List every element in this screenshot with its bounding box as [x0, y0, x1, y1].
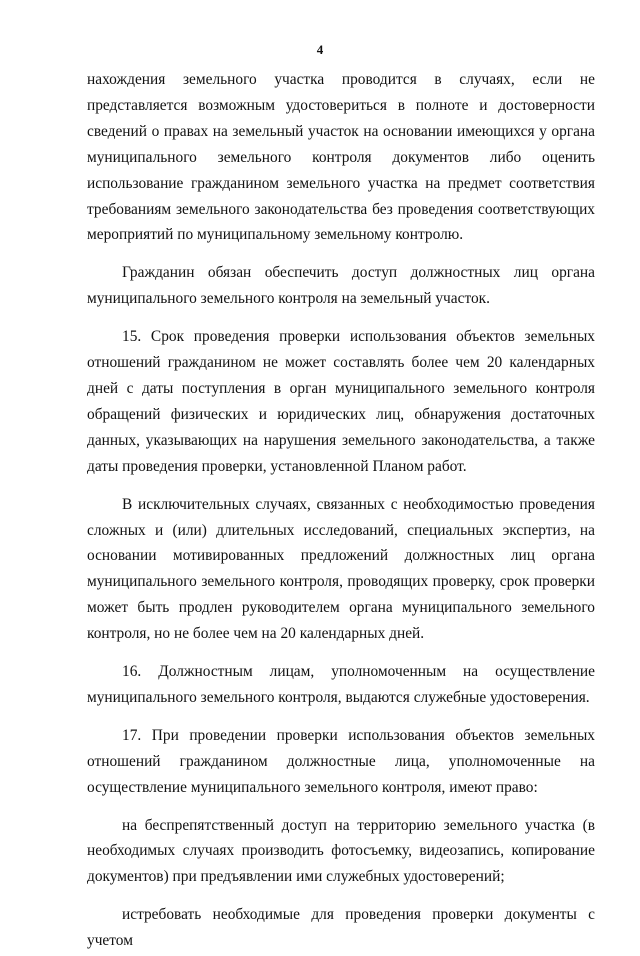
paragraph-16-certificates: 16. Должностным лицам, уполномоченным на осуществление муниципального земельного контроля, выдаются служебные удостоверения. [87, 663, 595, 706]
paragraph-right-request-documents: истребовать необходимые для проведения проверки документы с учетом [87, 906, 595, 950]
paragraph-continuation: нахождения земельного участка проводится в случаях, если не представляется возможным удостовериться в полноте и достоверности сведений о правах на земельный участок на основании имеющихся у органа муниципального земельного контроля документов либо оценить использование гражданином земельного участка на предмет соответствия требованиям земельного законодательства без проведения соответствующих мероприятий по муниципальному земельному контролю. [87, 71, 595, 244]
paragraph-15-inspection-term: 15. Срок проведения проверки использования объектов земельных отношений гражданином не может составлять более чем 20 календарных дней с даты поступления в орган муниципального земельного контроля обращений физических и юридических лиц, обнаружения достаточных данных, указывающих на нарушения земельного законодательства, а также даты проведения проверки, установленной Планом работ. [87, 328, 595, 475]
document-body [87, 67, 595, 956]
page-number: 4 [316, 42, 324, 57]
paragraph-term-extension: В исключительных случаях, связанных с необходимостью проведения сложных и (или) длительных исследований, специальных экспертиз, на основании мотивированных предложений должностных лиц органа муниципального земельного контроля, проводящих проверку, срок проверки может быть продлен руководителем органа муниципального земельного контроля, но не более чем на 20 календарных дней. [87, 495, 595, 643]
paragraph-right-access: на беспрепятственный доступ на территорию земельного участка (в необходимых случаях производить фотосъемку, видеозапись, копирование документов) при предъявлении ими служебных удостоверений; [87, 816, 595, 886]
paragraph-citizen-access: Гражданин обязан обеспечить доступ должностных лиц органа муниципального земельного контроля на земельный участок. [87, 264, 595, 308]
paragraph-17-rights: 17. При проведении проверки использования объектов земельных отношений гражданином должностные лица, уполномоченные на осуществление муниципального земельного контроля, имеют право: [87, 726, 595, 796]
